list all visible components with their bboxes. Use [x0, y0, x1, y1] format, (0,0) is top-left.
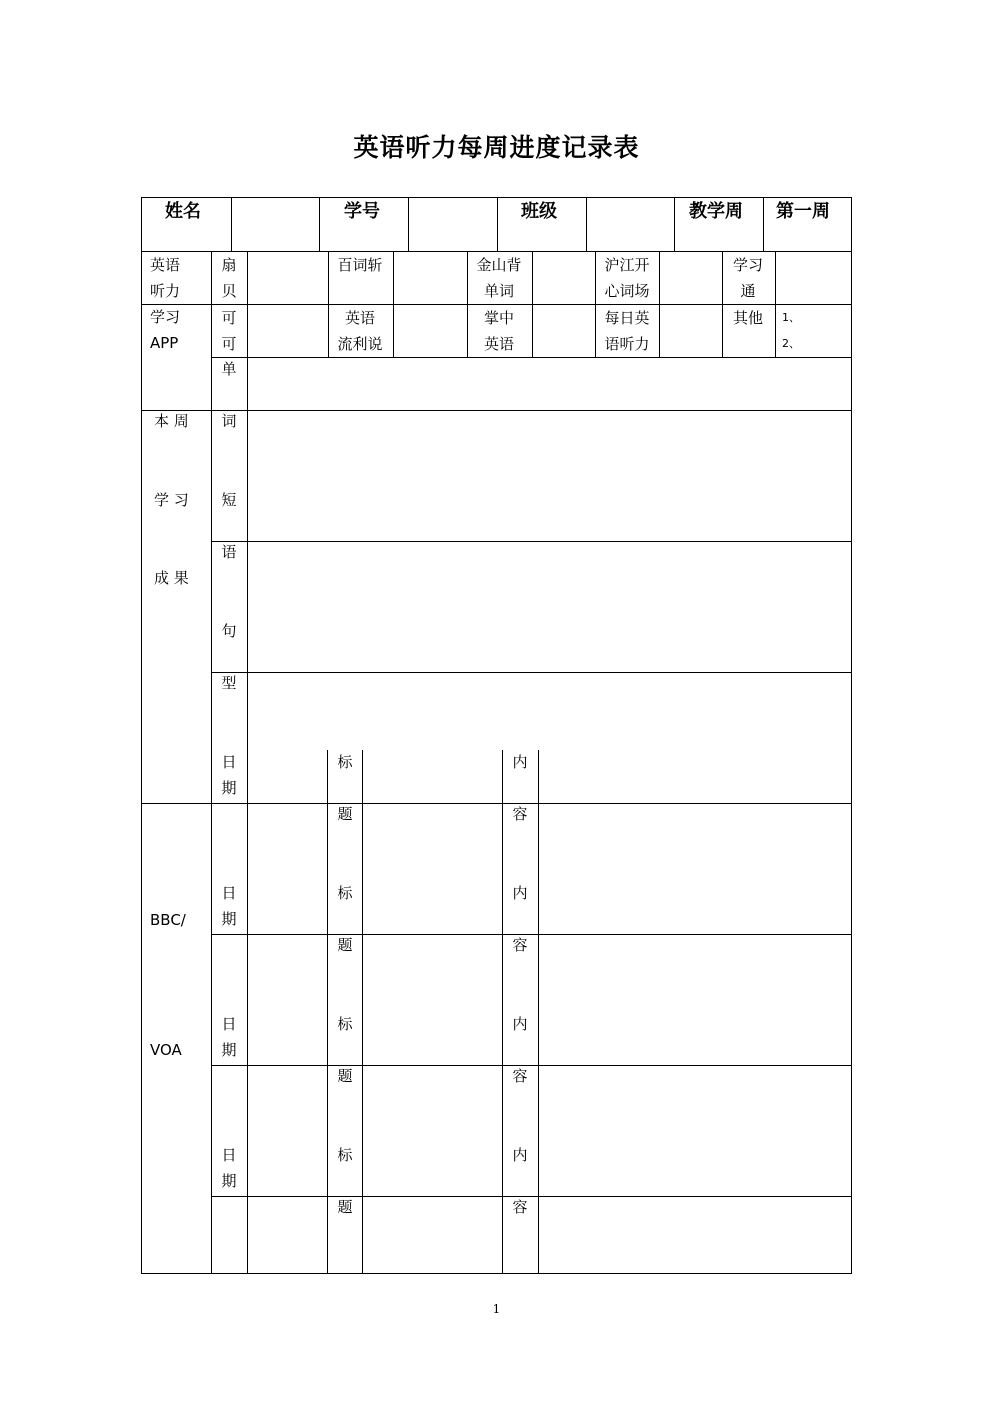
student-id-field[interactable] [409, 199, 495, 249]
sentences-label-line2: 型 [221, 674, 237, 692]
app-meiri-line2: 语听力 [604, 335, 650, 353]
heading-label: 标 [337, 1146, 353, 1164]
app-group-label-line1: 英语 [150, 256, 181, 274]
words-label-line1: 单 [221, 360, 237, 378]
heading-label: 题 [337, 805, 353, 823]
app-group-label-line2: 听力 [150, 282, 181, 300]
teaching-week-value: 第一周 [776, 201, 830, 222]
teaching-week-label: 教学周 [689, 201, 743, 222]
app-hujiang-line1: 沪江开 [604, 256, 650, 274]
date-label: 日 [221, 1146, 237, 1164]
sentences-entry-area[interactable] [248, 620, 850, 749]
phrases-label-line1: 短 [221, 491, 237, 509]
content-label: 容 [512, 936, 528, 954]
app-keke-line1: 可 [221, 309, 237, 327]
content-label: 容 [512, 1198, 528, 1216]
heading-label: 题 [337, 1067, 353, 1085]
sentences-label-line1: 句 [221, 622, 237, 640]
content-label: 容 [512, 805, 528, 823]
app-shanbay-line2: 贝 [221, 282, 237, 300]
heading-label: 标 [337, 1015, 353, 1033]
app-jinshan-line2: 单词 [483, 282, 514, 300]
words-label-line2: 词 [221, 412, 237, 430]
heading-label: 标 [337, 884, 353, 902]
phrases-entry-area[interactable] [248, 489, 850, 618]
heading-label: 标 [337, 753, 353, 771]
content-label: 内 [512, 1015, 528, 1033]
app-liulishuo-line1: 英语 [344, 309, 375, 327]
app-baicizhan: 百词斩 [337, 256, 383, 274]
other-item-1[interactable]: 1、 [782, 311, 800, 324]
content-label: 容 [512, 1067, 528, 1085]
page-number: 1 [492, 1302, 501, 1316]
app-xuexitong-line2: 通 [740, 282, 756, 300]
app-zhangzhong-line1: 掌中 [483, 309, 514, 327]
app-keke-line2: 可 [221, 335, 237, 353]
date-label: 期 [221, 779, 237, 797]
date-label: 日 [221, 753, 237, 771]
app-jinshan-line1: 金山背 [476, 256, 522, 274]
date-label: 期 [221, 1041, 237, 1059]
bbc-group-label-line1: BBC/ [150, 911, 186, 929]
student-id-label: 学号 [344, 201, 380, 222]
phrases-label-line2: 语 [221, 543, 237, 561]
bbc-group-label-line2: VOA [150, 1041, 182, 1059]
date-label: 日 [221, 1015, 237, 1033]
content-label: 内 [512, 1146, 528, 1164]
heading-label: 题 [337, 936, 353, 954]
app-other-label: 其他 [732, 309, 763, 327]
content-label: 内 [512, 753, 528, 771]
app-group-label-line3: 学习 [150, 308, 181, 326]
app-hujiang-line2: 心词场 [604, 282, 650, 300]
content-label: 内 [512, 884, 528, 902]
other-item-2[interactable]: 2、 [782, 337, 800, 350]
app-meiri-line1: 每日英 [604, 309, 650, 327]
page-title: 英语听力每周进度记录表 [353, 133, 640, 162]
class-field[interactable] [587, 199, 673, 249]
app-liulishuo-line2: 流利说 [337, 335, 383, 353]
app-zhangzhong-line2: 英语 [483, 335, 514, 353]
weekly-group-label-line2: 学 习 [154, 491, 189, 509]
heading-label: 题 [337, 1198, 353, 1216]
weekly-group-label-line1: 本 周 [154, 412, 189, 430]
date-label: 期 [221, 1172, 237, 1190]
words-entry-area[interactable] [248, 358, 850, 487]
date-label: 日 [221, 884, 237, 902]
name-field[interactable] [231, 199, 317, 249]
class-label: 班级 [521, 201, 557, 222]
weekly-group-label-line3: 成 果 [154, 569, 189, 587]
name-label: 姓名 [165, 201, 201, 222]
app-shanbay-line1: 扇 [221, 256, 237, 274]
app-xuexitong-line1: 学习 [732, 256, 763, 274]
date-label: 期 [221, 910, 237, 928]
app-group-label-line4: APP [150, 334, 179, 352]
